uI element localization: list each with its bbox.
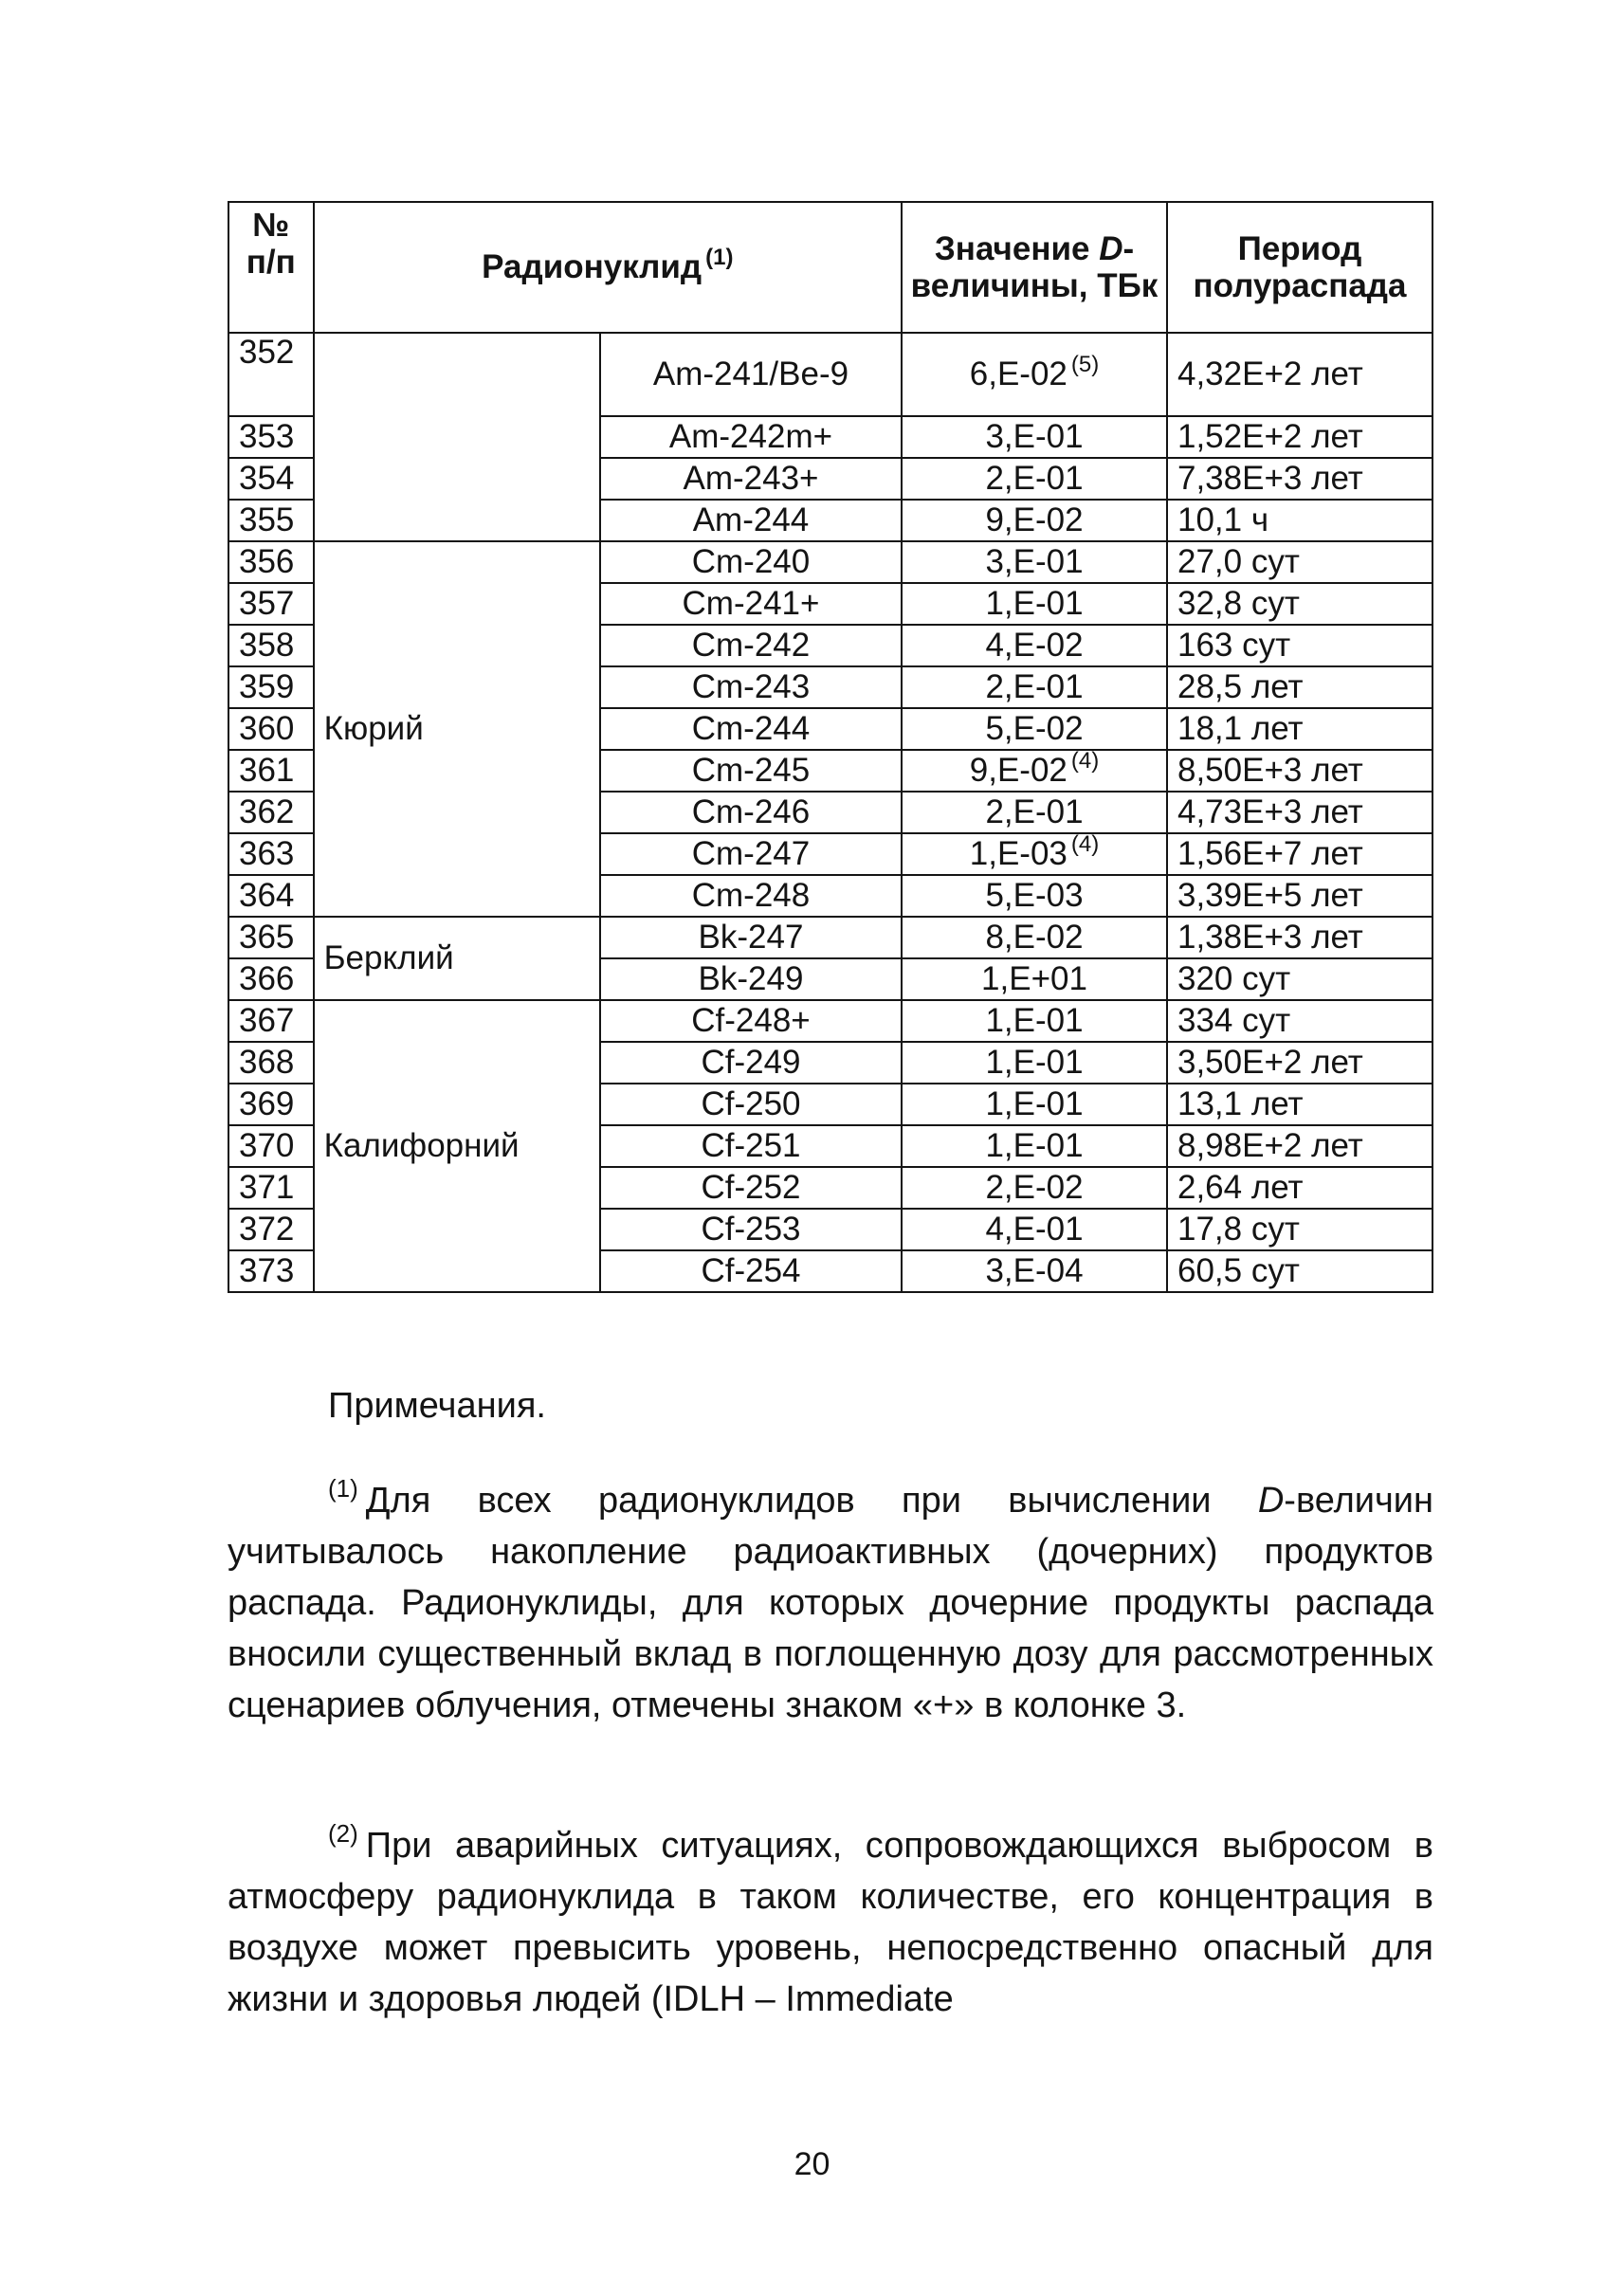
halflife-cell: 32,8 сут <box>1167 583 1432 625</box>
halflife-cell: 7,38E+3 лет <box>1167 458 1432 500</box>
dvalue-cell: 9,E-02 <box>902 500 1167 541</box>
nuclide-cell: Cm-240 <box>600 541 902 583</box>
nuclide-cell: Cf-253 <box>600 1209 902 1250</box>
row-number: 370 <box>228 1125 314 1167</box>
halflife-cell: 3,50E+2 лет <box>1167 1042 1432 1084</box>
header-halflife: Период полураспада <box>1167 202 1432 333</box>
note-1-mark: (1) <box>328 1474 358 1503</box>
row-number: 369 <box>228 1084 314 1125</box>
nuclide-cell: Cm-245 <box>600 750 902 792</box>
halflife-cell: 320 сут <box>1167 958 1432 1000</box>
table-row <box>228 917 1432 958</box>
header-dvalue-post: -величины, ТБк <box>910 229 1159 304</box>
halflife-cell: 3,39E+5 лет <box>1167 875 1432 917</box>
dvalue-cell: 2,E-01 <box>902 458 1167 500</box>
halflife-cell: 1,52E+2 лет <box>1167 416 1432 458</box>
dvalue-cell: 2,E-02 <box>902 1167 1167 1209</box>
row-number: 362 <box>228 792 314 833</box>
row-number: 357 <box>228 583 314 625</box>
row-number: 366 <box>228 958 314 1000</box>
table-row <box>228 1000 1432 1042</box>
nuclide-cell: Bk-247 <box>600 917 902 958</box>
halflife-cell: 10,1 ч <box>1167 500 1432 541</box>
row-number: 358 <box>228 625 314 666</box>
dvalue-cell: 2,E-01 <box>902 792 1167 833</box>
note-1-symbol: D <box>1257 1481 1285 1521</box>
nuclide-cell: Cm-242 <box>600 625 902 666</box>
row-number: 361 <box>228 750 314 792</box>
dvalue-cell: 1,E-01 <box>902 583 1167 625</box>
row-number: 355 <box>228 500 314 541</box>
halflife-cell: 17,8 сут <box>1167 1209 1432 1250</box>
halflife-cell: 1,56E+7 лет <box>1167 833 1432 875</box>
dvalue-cell: 1,E-01 <box>902 1084 1167 1125</box>
nuclide-cell: Cm-244 <box>600 708 902 750</box>
row-number: 354 <box>228 458 314 500</box>
row-number: 352 <box>228 333 314 416</box>
element-cell-berkelium: Берклий <box>314 917 600 1000</box>
row-number: 367 <box>228 1000 314 1042</box>
radionuclide-table <box>228 201 1433 1293</box>
halflife-cell: 4,32E+2 лет <box>1167 333 1432 416</box>
note-1 <box>228 1475 1433 1731</box>
nuclide-cell: Cf-250 <box>600 1084 902 1125</box>
dvalue-cell: 4,E-02 <box>902 625 1167 666</box>
dvalue-cell: 3,E-04 <box>902 1250 1167 1292</box>
halflife-cell: 18,1 лет <box>1167 708 1432 750</box>
dvalue-cell: 2,E-01 <box>902 666 1167 708</box>
row-number: 371 <box>228 1167 314 1209</box>
nuclide-cell: Cm-246 <box>600 792 902 833</box>
nuclide-cell: Am-241/Be-9 <box>600 333 902 416</box>
header-radionuclide <box>314 202 902 333</box>
dvalue-text: 9,E-02 <box>969 752 1067 790</box>
dvalue-cell: 1,E+01 <box>902 958 1167 1000</box>
nuclide-cell: Am-244 <box>600 500 902 541</box>
halflife-cell: 60,5 сут <box>1167 1250 1432 1292</box>
nuclide-cell: Bk-249 <box>600 958 902 1000</box>
nuclide-cell: Cf-252 <box>600 1167 902 1209</box>
row-number: 365 <box>228 917 314 958</box>
dvalue-cell: 3,E-01 <box>902 541 1167 583</box>
element-cell-blank <box>314 333 600 541</box>
halflife-cell: 334 сут <box>1167 1000 1432 1042</box>
notes-heading: Примечания. <box>328 1386 546 1426</box>
header-dvalue <box>902 202 1167 333</box>
element-cell-californium: Калифорний <box>314 1000 600 1292</box>
row-number: 360 <box>228 708 314 750</box>
table-row <box>228 333 1432 416</box>
dvalue-note: (5) <box>1070 352 1100 378</box>
dvalue-cell: 5,E-02 <box>902 708 1167 750</box>
halflife-cell: 27,0 сут <box>1167 541 1432 583</box>
dvalue-cell: 1,E-01 <box>902 1125 1167 1167</box>
nuclide-cell: Am-243+ <box>600 458 902 500</box>
row-number: 372 <box>228 1209 314 1250</box>
header-radionuclide-label: Радионуклид <box>482 248 703 286</box>
header-dvalue-pre: Значение <box>934 229 1090 267</box>
note-2-mark: (2) <box>328 1819 358 1848</box>
dvalue-cell <box>902 833 1167 875</box>
halflife-cell: 13,1 лет <box>1167 1084 1432 1125</box>
note-2-text: При аварийных ситуациях, сопровождающихся выбросом в атмосферу радионуклида в таком количестве, его концентрация в воздухе может превысить уровень, непосредственно опасный для жизни и здоровья людей (IDLH – Immediate <box>228 1826 1433 2019</box>
row-number: 356 <box>228 541 314 583</box>
dvalue-text: 6,E-02 <box>969 355 1067 393</box>
row-number: 359 <box>228 666 314 708</box>
note-1-text-after: -величин учитывалось накопление радиоактивных (дочерних) продуктов распада. Радионуклиды, для которых дочерние продукты распада вносили существенный вклад в поглощенную дозу для рассмотренных сценариев облучения, отмечены знаком «+» в колонке 3. <box>228 1481 1433 1725</box>
nuclide-cell: Cf-251 <box>600 1125 902 1167</box>
nuclide-cell: Cf-248+ <box>600 1000 902 1042</box>
halflife-cell: 163 сут <box>1167 625 1432 666</box>
row-number: 368 <box>228 1042 314 1084</box>
dvalue-cell: 4,E-01 <box>902 1209 1167 1250</box>
halflife-cell: 4,73E+3 лет <box>1167 792 1432 833</box>
nuclide-cell: Cf-254 <box>600 1250 902 1292</box>
row-number: 364 <box>228 875 314 917</box>
dvalue-cell <box>902 750 1167 792</box>
dvalue-text: 1,E-03 <box>969 835 1067 873</box>
note-2 <box>228 1820 1433 2025</box>
nuclide-cell: Cm-243 <box>600 666 902 708</box>
header-dvalue-symbol: D <box>1099 229 1123 267</box>
element-cell-curium: Кюрий <box>314 541 600 917</box>
dvalue-note: (4) <box>1070 748 1100 774</box>
nuclide-cell: Cm-247 <box>600 833 902 875</box>
row-number: 353 <box>228 416 314 458</box>
dvalue-cell: 3,E-01 <box>902 416 1167 458</box>
dvalue-cell <box>902 333 1167 416</box>
halflife-cell: 28,5 лет <box>1167 666 1432 708</box>
halflife-cell: 8,50E+3 лет <box>1167 750 1432 792</box>
dvalue-cell: 8,E-02 <box>902 917 1167 958</box>
nuclide-cell: Cf-249 <box>600 1042 902 1084</box>
halflife-cell: 8,98E+2 лет <box>1167 1125 1432 1167</box>
note-1-text-before: Для всех радионуклидов при вычислении <box>365 1481 1258 1521</box>
dvalue-note: (4) <box>1070 831 1100 858</box>
row-number: 373 <box>228 1250 314 1292</box>
page-number: 20 <box>794 2146 830 2182</box>
header-radionuclide-note: (1) <box>705 245 734 271</box>
dvalue-cell: 1,E-01 <box>902 1000 1167 1042</box>
header-number: № п/п <box>228 202 314 333</box>
dvalue-cell: 5,E-03 <box>902 875 1167 917</box>
row-number: 363 <box>228 833 314 875</box>
halflife-cell: 2,64 лет <box>1167 1167 1432 1209</box>
table-header-row <box>228 202 1432 333</box>
table-row <box>228 541 1432 583</box>
halflife-cell: 1,38E+3 лет <box>1167 917 1432 958</box>
nuclide-cell: Cm-248 <box>600 875 902 917</box>
nuclide-cell: Cm-241+ <box>600 583 902 625</box>
dvalue-cell: 1,E-01 <box>902 1042 1167 1084</box>
nuclide-cell: Am-242m+ <box>600 416 902 458</box>
